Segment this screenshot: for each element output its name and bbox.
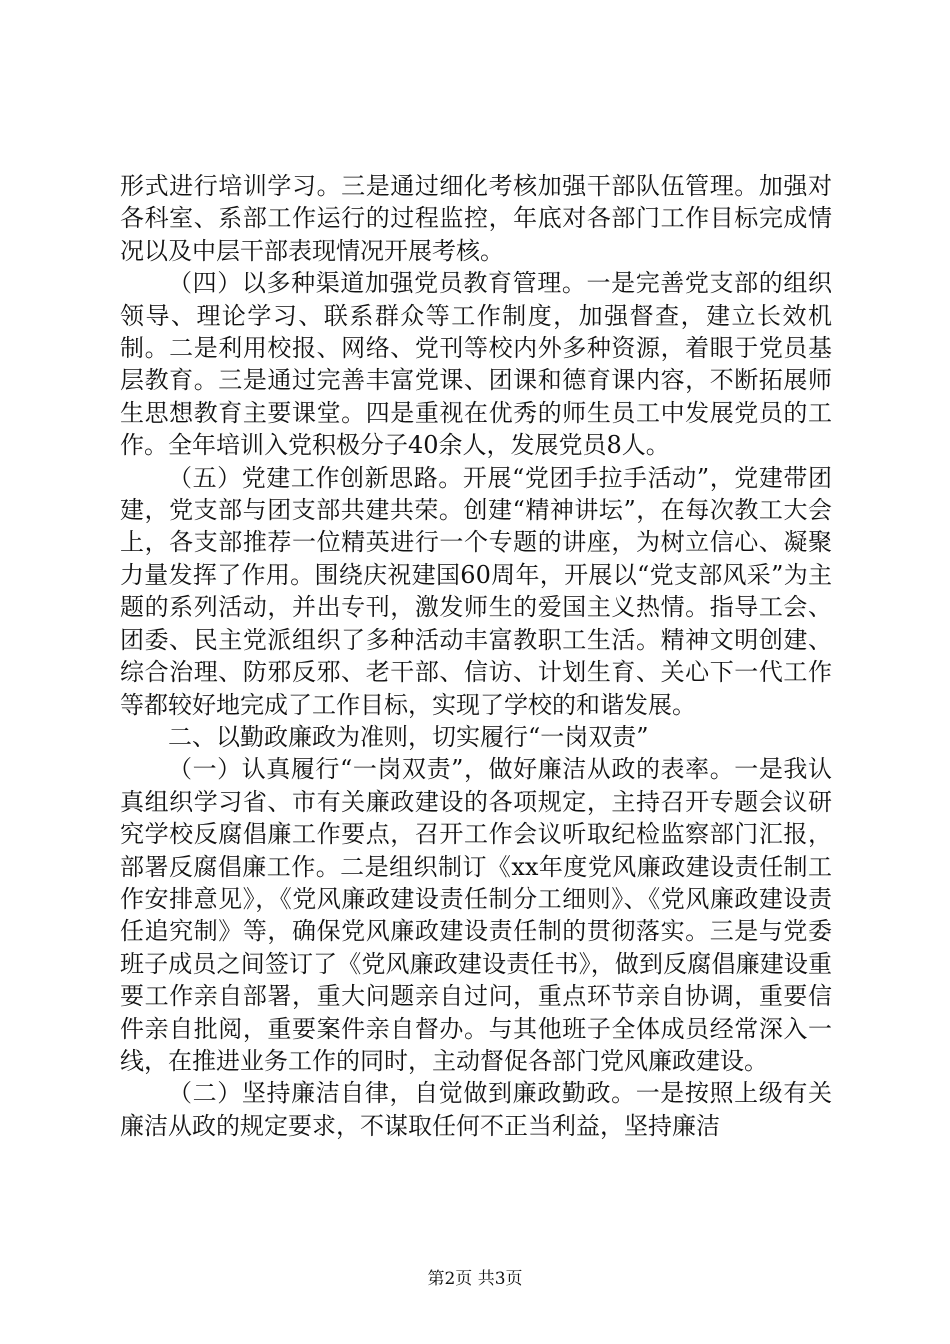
paragraph-part-2-section-1: （一）认真履行“一岗双责”，做好廉洁从政的表率。一是我认真组织学习省、市有关廉政建设的各项规定，主持召开专题会议研究学校反腐倡廉工作要点，召开工作会议听取纪检监察部门汇报，部署反腐倡廉工作。二是组织制订《xx年度党风廉政建设责任制工作安排意见》，《党风廉政建设责任制分工细则》、《党风廉政建设责任追究制》等，确保党风廉政建设责任制的贯彻落实。三是与党委班子成员之间签订了《党风廉政建设责任书》，做到反腐倡廉建设重要工作亲自部署，重大问题亲自过问，重点环节亲自协调，重要信件亲自批阅，重要案件亲自督办。与其他班子全体成员经常深入一线，在推进业务工作的同时，主动督促各部门党风廉政建设。 bbox=[120, 755, 832, 1075]
heading-part-2: 二、以勤政廉政为准则，切实履行“一岗双责” bbox=[168, 722, 649, 751]
page-footer: 第2页 共3页 bbox=[427, 1269, 523, 1289]
paragraph-continuation: 形式进行培训学习。三是通过细化考核加强干部队伍管理。加强对各科室、系部工作运行的过程监控，年底对各部门工作目标完成情况以及中层干部表现情况开展考核。 bbox=[120, 172, 832, 265]
paragraph-part-2-section-2: （二）坚持廉洁自律，自觉做到廉政勤政。一是按照上级有关廉洁从政的规定要求，不谋取任何不正当利益，坚持廉洁 bbox=[120, 1079, 832, 1140]
paragraph-section-4: （四）以多种渠道加强党员教育管理。一是完善党支部的组织领导、理论学习、联系群众等工作制度，加强督查，建立长效机制。二是利用校报、网络、党刊等校内外多种资源，着眼于党员基层教育。三是通过完善丰富党课、团课和德育课内容，不断拓展师生思想教育主要课堂。四是重视在优秀的师生员工中发展党员的工作。全年培训入党积极分子40余人，发展党员8人。 bbox=[120, 269, 832, 460]
paragraph-section-5: （五）党建工作创新思路。开展“党团手拉手活动”，党建带团建，党支部与团支部共建共荣。创建“精神讲坛”，在每次教工大会上，各支部推荐一位精英进行一个专题的讲座，为树立信心、凝聚力量发挥了作用。围绕庆祝建国60周年，开展以“党支部风采”为主题的系列活动，并出专刊，激发师生的爱国主义热情。指导工会、团委、民主党派组织了多种活动丰富教职工生活。精神文明创建、综合治理、防邪反邪、老干部、信访、计划生育、关心下一代工作等都较好地完成了工作目标，实现了学校的和谐发展。 bbox=[120, 463, 832, 719]
document-body bbox=[120, 170, 832, 1142]
